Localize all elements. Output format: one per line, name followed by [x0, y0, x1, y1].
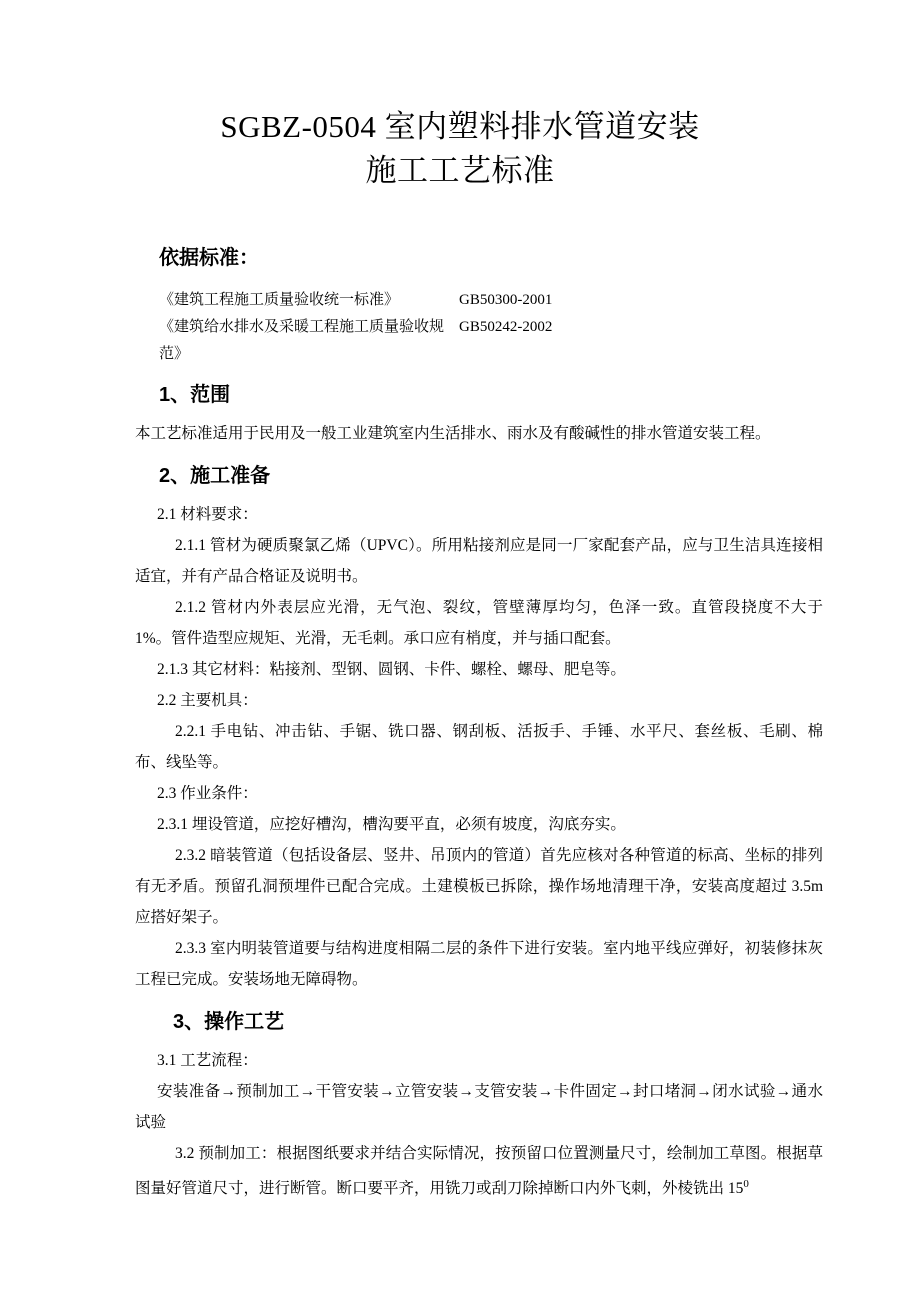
standard-row [159, 287, 823, 314]
section-2-paragraph-8: 2.3.1 埋设管道，应挖好槽沟，槽沟要平直，必须有坡度，沟底夯实。 [157, 816, 626, 833]
section-heading-1: 1、范围 [159, 384, 231, 406]
section-3-paragraph-3 [135, 1138, 823, 1204]
title-line-2: 施工工艺标准 [365, 153, 555, 188]
standard-row [159, 314, 823, 368]
section-2-paragraph-10: 2.3.3 室内明装管道要与结构进度相隔二层的条件下进行安装。室内地平线应弹好，初装修抹灰工程已完成。安装场地无障碍物。 [135, 940, 823, 988]
standard-code: GB50300-2001 [459, 292, 553, 308]
standard-name: 《建筑工程施工质量验收统一标准》 [159, 292, 400, 308]
section-1-paragraph-1: 本工艺标准适用于民用及一般工业建筑室内生活排水、雨水及有酸碱性的排水管道安装工程。 [135, 425, 771, 442]
title-line-1: SGBZ-0504 室内塑料排水管道安装 [220, 109, 700, 144]
degree-superscript: 0 [743, 1178, 749, 1190]
standard-code: GB50242-2002 [459, 319, 553, 335]
basis-standards-heading: 依据标准： [159, 247, 259, 269]
section-3-paragraph-1: 3.1 工艺流程： [157, 1052, 258, 1069]
section-2-paragraph-6: 2.2.1 手电钻、冲击钻、手锯、铣口器、钢刮板、活扳手、手锤、水平尺、套丝板、毛刷、棉布、线坠等。 [135, 723, 823, 771]
section-heading-3: 3、操作工艺 [173, 1011, 285, 1033]
section-heading-2: 2、施工准备 [159, 465, 271, 487]
standard-name: 《建筑给水排水及采暖工程施工质量验收规范》 [159, 319, 445, 362]
section-2-paragraph-2: 2.1.1 管材为硬质聚氯乙烯（UPVC）。所用粘接剂应是同一厂家配套产品，应与卫生洁具连接相适宜，并有产品合格证及说明书。 [135, 537, 823, 585]
section-3-paragraph-3-text: 3.2 预制加工：根据图纸要求并结合实际情况，按预留口位置测量尺寸，绘制加工草图。根据草图量好管道尺寸，进行断管。断口要平齐，用铣刀或刮刀除掉断口内外飞刺，外棱铣出 15 [135, 1145, 823, 1198]
section-2-paragraph-3: 2.1.2 管材内外表层应光滑，无气泡、裂纹，管壁薄厚均匀，色泽一致。直管段挠度不大于 1%。管件造型应规矩、光滑，无毛刺。承口应有梢度，并与插口配套。 [135, 599, 823, 647]
section-2-paragraph-1: 2.1 材料要求： [157, 506, 258, 523]
section-2-paragraph-5: 2.2 主要机具： [157, 692, 258, 709]
section-2-paragraph-9: 2.3.2 暗装管道（包括设备层、竖井、吊顶内的管道）首先应核对各种管道的标高、坐标的排列有无矛盾。预留孔洞预埋件已配合完成。土建模板已拆除，操作场地清理干净，安装高度超过 3.5m 应搭好架子。 [135, 847, 823, 926]
document-title [80, 105, 840, 193]
section-2-paragraph-4: 2.1.3 其它材料：粘接剂、型钢、圆钢、卡件、螺栓、螺母、肥皂等。 [157, 661, 626, 678]
section-2-paragraph-7: 2.3 作业条件： [157, 785, 258, 802]
process-flow-paragraph: 安装准备→预制加工→干管安装→立管安装→支管安装→卡件固定→封口堵洞→闭水试验→通水试验 [135, 1083, 823, 1131]
document-body [135, 243, 823, 1204]
